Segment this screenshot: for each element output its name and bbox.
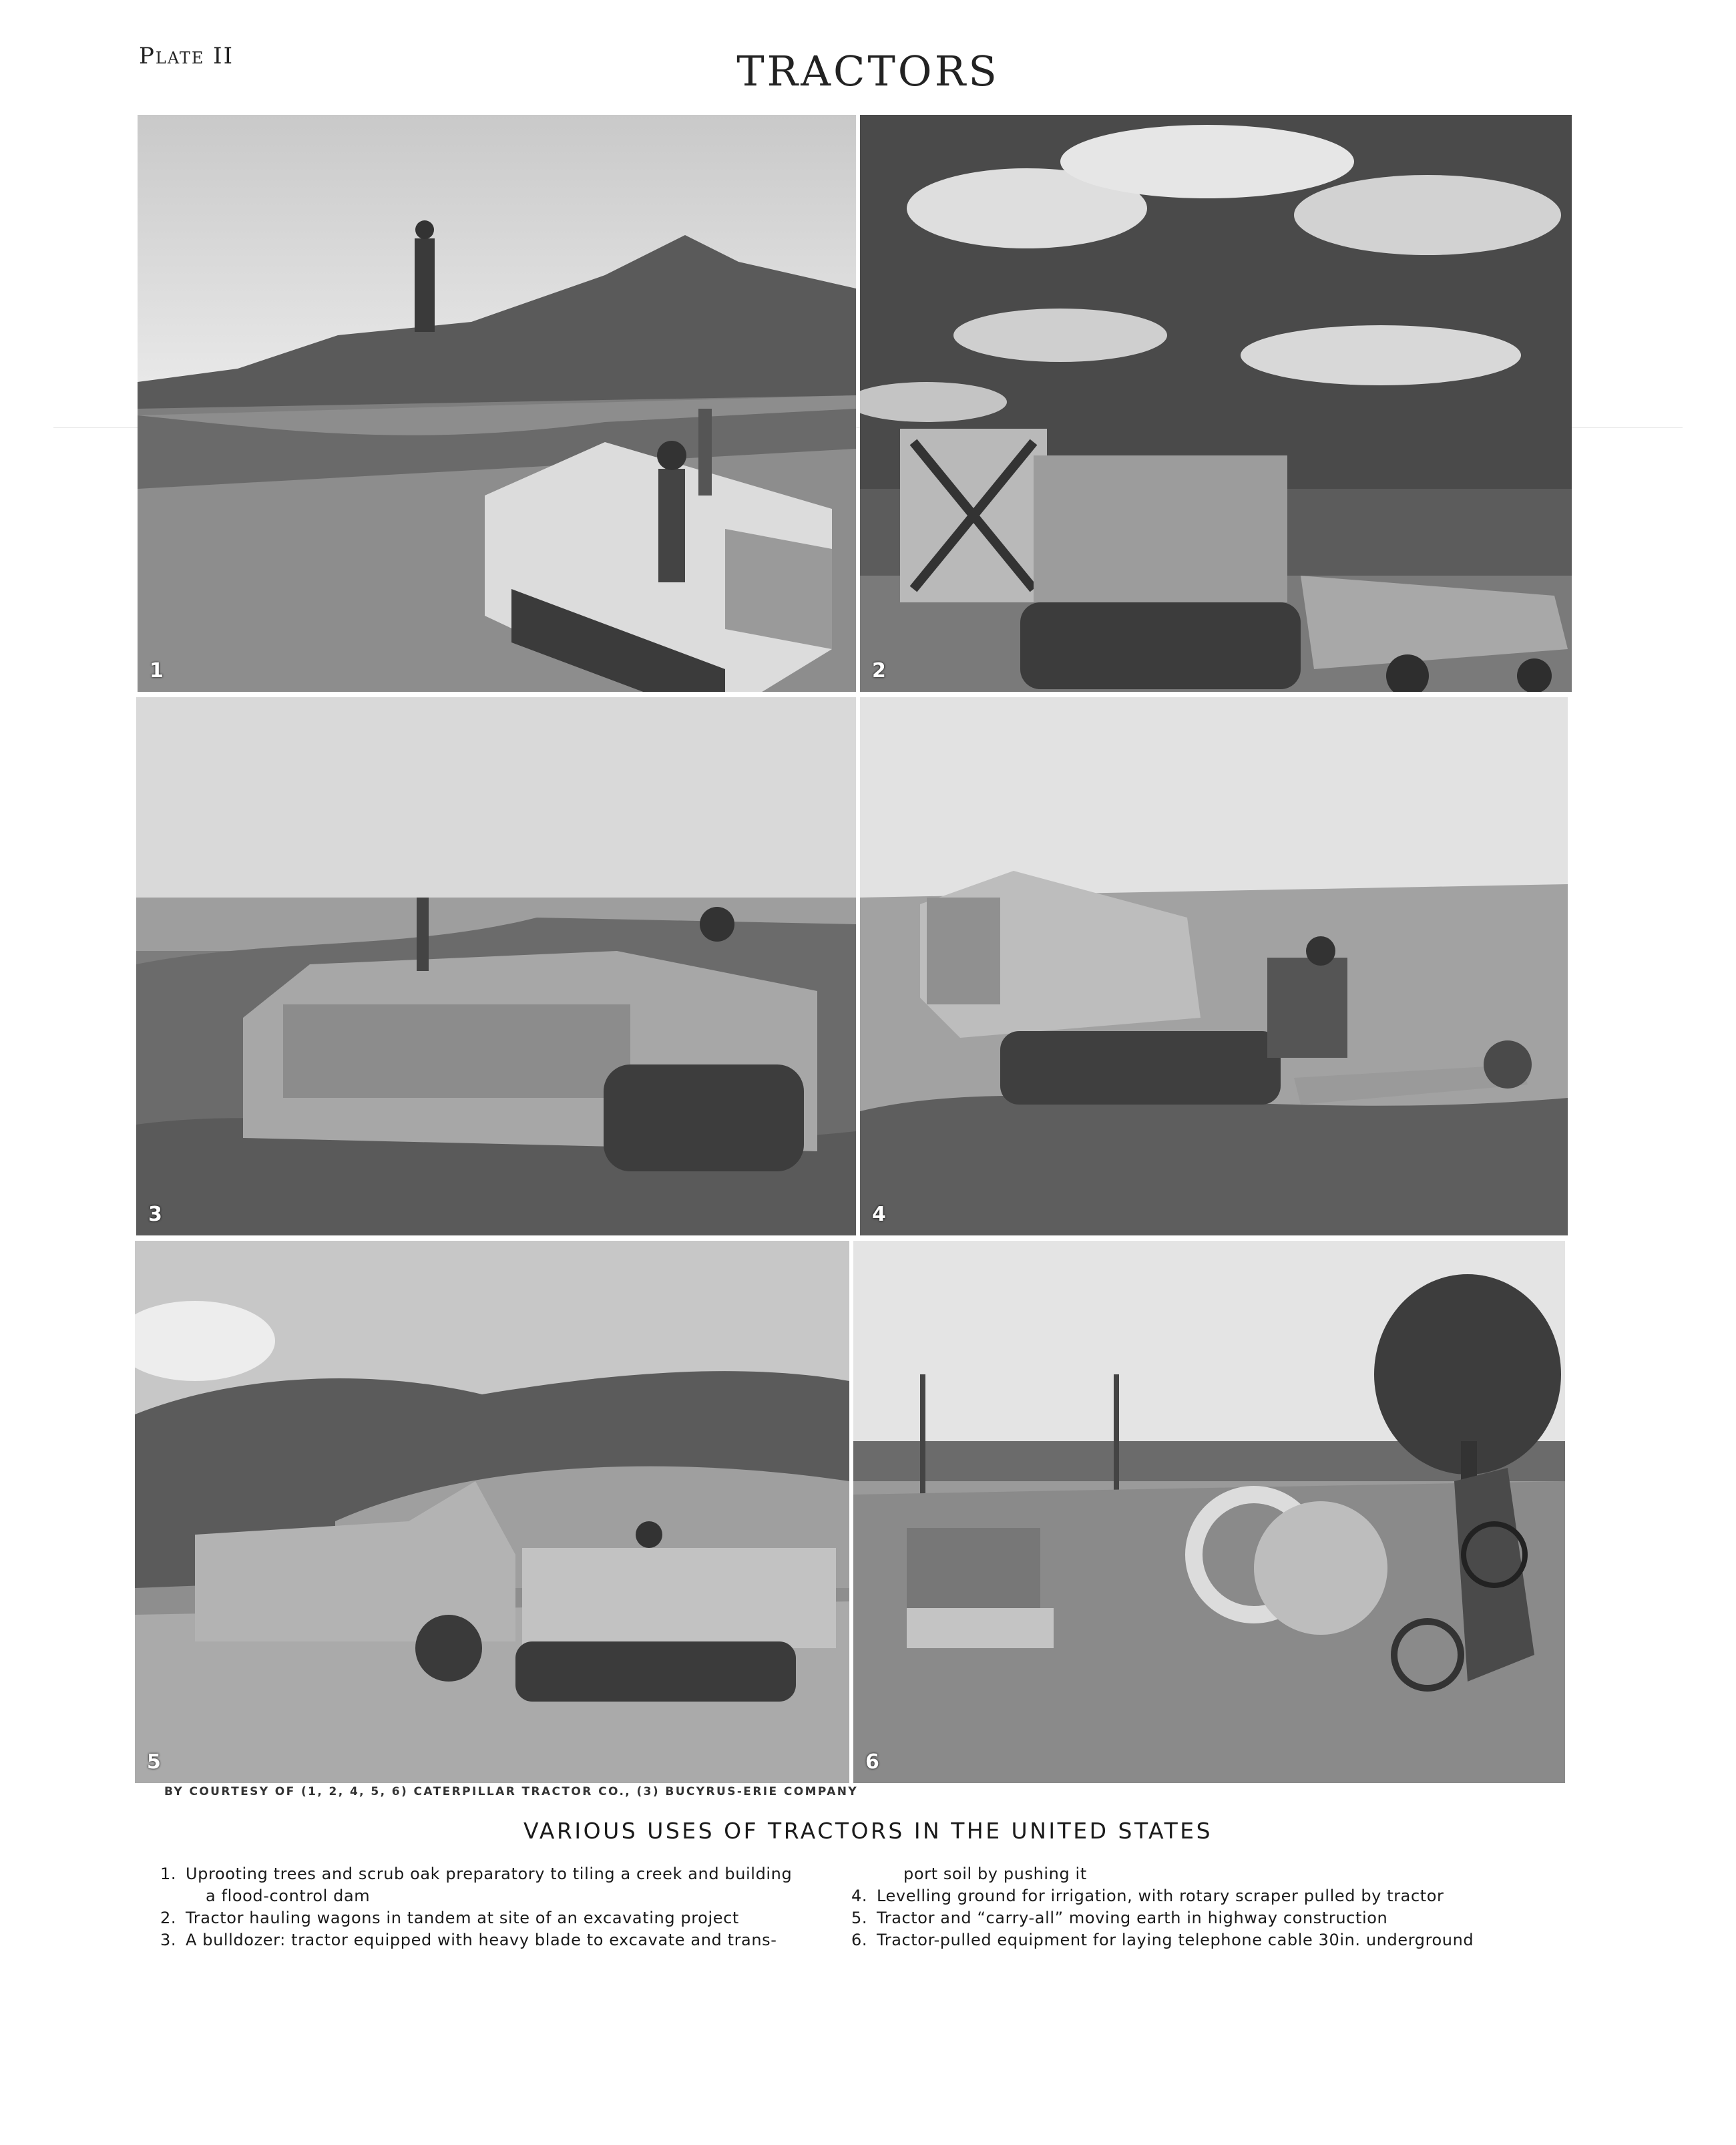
- caption-item: [851, 1929, 1539, 1951]
- photo-number: 6: [865, 1750, 879, 1774]
- caption-item-number: 5.: [851, 1909, 868, 1927]
- caption-item: [851, 1885, 1539, 1907]
- caption-title: VARIOUS USES OF TRACTORS IN THE UNITED STATES: [523, 1818, 1213, 1844]
- caption-column-right: [851, 1863, 1539, 1951]
- tractor-photo-icon: [138, 115, 856, 692]
- photo-6: [853, 1241, 1565, 1783]
- tractor-photo-icon: [135, 1241, 849, 1783]
- caption-item: [160, 1907, 848, 1929]
- photo-3: [136, 697, 856, 1235]
- page-title: TRACTORS: [736, 47, 1000, 95]
- caption-item-text-continued: port soil by pushing it: [903, 1865, 1087, 1883]
- photo-5: [135, 1241, 849, 1783]
- photo-2: [860, 115, 1572, 692]
- caption-item: [160, 1929, 848, 1951]
- photo-credit: BY COURTESY OF (1, 2, 4, 5, 6) CATERPILLAR TRACTOR CO., (3) BUCYRUS-ERIE COMPANY: [164, 1785, 859, 1798]
- photo-1: [138, 115, 856, 692]
- caption-item-number: 6.: [851, 1931, 868, 1949]
- caption-item: [160, 1863, 848, 1907]
- tractor-photo-icon: [860, 115, 1572, 692]
- photo-number: 1: [150, 659, 164, 682]
- photo-number: 4: [872, 1203, 886, 1226]
- caption-item-text: Levelling ground for irrigation, with rotary scraper pulled by tractor: [877, 1887, 1444, 1905]
- tractor-photo-icon: [136, 697, 856, 1235]
- photo-number: 3: [148, 1203, 162, 1226]
- caption-item-number: 4.: [851, 1887, 868, 1905]
- caption-item-number: 2.: [160, 1909, 177, 1927]
- photo-number: 5: [147, 1750, 161, 1774]
- caption-item-number: 3.: [160, 1931, 177, 1949]
- caption-item-text: Tractor hauling wagons in tandem at site of an excavating project: [186, 1909, 739, 1927]
- caption-item-number: 1.: [160, 1865, 177, 1883]
- caption-item-text: Tractor-pulled equipment for laying telephone cable 30in. underground: [877, 1931, 1474, 1949]
- caption-item-text: Uprooting trees and scrub oak preparatory to tiling a creek and building: [186, 1865, 793, 1883]
- tractor-photo-icon: [860, 697, 1568, 1235]
- caption-item-text: A bulldozer: tractor equipped with heavy blade to excavate and trans-: [186, 1931, 777, 1949]
- plate-label: Plate II: [139, 43, 234, 69]
- caption-item-text: Tractor and “carry-all” moving earth in highway construction: [877, 1909, 1388, 1927]
- caption-column-left: [160, 1863, 848, 1951]
- tractor-photo-icon: [853, 1241, 1565, 1783]
- photo-number: 2: [872, 659, 886, 682]
- caption-item: [851, 1907, 1539, 1929]
- caption-item-text-continued: a flood-control dam: [206, 1887, 371, 1905]
- photo-4: [860, 697, 1568, 1235]
